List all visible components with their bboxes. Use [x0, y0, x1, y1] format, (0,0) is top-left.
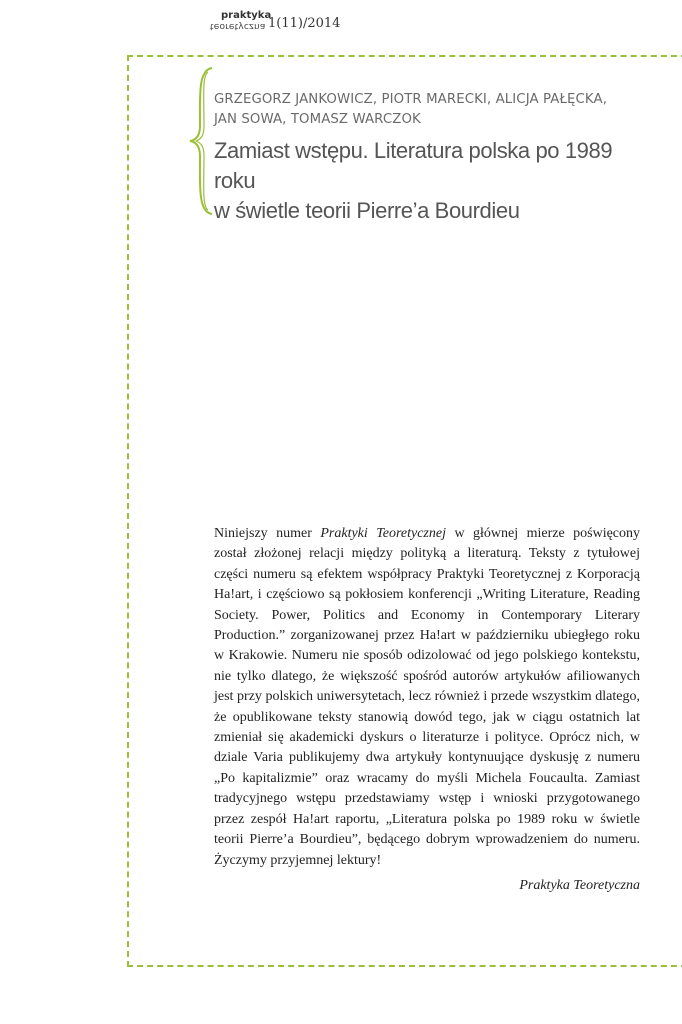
paragraph-text: w głównej mierze poświęcony został złożonej relacji między polityką a literaturą. Teksty z tytułowej części numeru są efektem współpracy Praktyki Teoretycznej z Korporacją Ha!art, i częściowo są pokłosiem konferencji „Writing Literature, Reading Society. Power, Politics and Economy in Contemporary Literary Production.” zorganizowanej przez Ha!art w październiku ubiegłego roku w Krakowie. Numeru nie sposób odizolować od jego polskiego kontekstu, nie tylko dlatego, że większość spośród autorów artykułów afiliowanych jest przy polskich uniwersytetach, lecz również i przede wszystkim dlatego, że opublikowane teksty stanowią dowód tego, jak w ciągu ostatnich lat zmieniał się akademicki dyskurs o literaturze i polityce. Oprócz nich, w dziale Varia publikujemy dwa artykuły kontynuujące dyskusję z numeru „Po kapitalizmie” oraz wracamy do myśli Michela Foucaulta. Zamiast tradycyjnego wstępu przedstawiamy wstęp i wnioski przygotowanego przez zespół Ha!art raportu, „Literatura polska po 1989 roku w świetle teorii Pierre’a Bourdieu”, będącego dobrym wprowadzeniem do numeru. Życzymy przyjemnej lektury!	[214, 526, 641, 868]
issue-number: 1(11)/2014	[268, 16, 341, 31]
title-line: Zamiast wstępu. Literatura polska po 1989 roku	[214, 138, 613, 193]
editorial-paragraph	[214, 524, 640, 871]
journal-logo	[210, 10, 272, 40]
authors-line: GRZEGORZ JANKOWICZ, PIOTR MARECKI, ALICJA PAŁĘCKA,	[214, 92, 608, 107]
authors-line: JAN SOWA, TOMASZ WARCZOK	[214, 112, 421, 127]
logo-word-teoretyczna: teoretyczna	[210, 21, 266, 31]
editorial-signature: Praktyka Teoretyczna	[519, 878, 640, 893]
paragraph-text: Niniejszy numer	[214, 526, 321, 541]
journal-name-italic: Praktyki Teoretycznej	[320, 526, 446, 541]
title-line: w świetle teorii Pierre’a Bourdieu	[214, 198, 520, 223]
logo-word-praktyka: praktyka	[221, 10, 272, 21]
article-authors	[214, 90, 654, 130]
journal-header	[210, 10, 410, 40]
curly-brace-icon	[186, 66, 216, 216]
article-title	[214, 136, 654, 226]
